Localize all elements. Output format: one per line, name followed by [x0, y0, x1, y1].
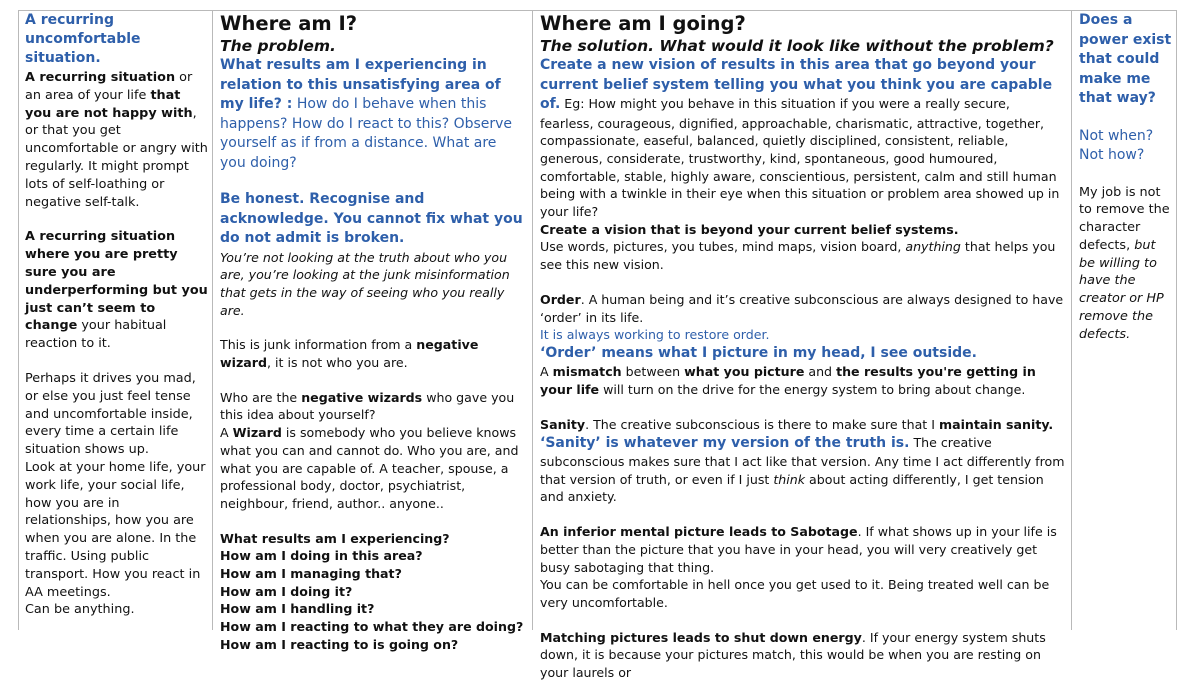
column-situation	[25, 11, 208, 619]
negative-wizard-text: This is junk information from a negative wizard, it is not who you are.	[220, 337, 479, 371]
question-7: How am I reacting to is going on?	[220, 636, 459, 652]
question-3: How am I managing that?	[220, 566, 402, 582]
situation-paragraph-5: Can be anything.	[25, 602, 135, 618]
mismatch-text: A mismatch between what you picture and the results you're getting in your life will turn on the drive for the energy system to bring about change.	[540, 364, 1036, 398]
question-4: How am I doing it?	[220, 583, 353, 599]
matching-pictures-text: Matching pictures leads to shut down energy. If your energy system shuts down, it is because your pictures match, this would be when you are resting on your laurels or	[540, 629, 1046, 681]
problem-subtitle: The problem.	[220, 37, 336, 55]
sanity-text: Sanity. The creative subconscious is there to make sure that I maintain sanity.	[540, 416, 1054, 432]
situation-heading: A recurring uncomfortable situation.	[25, 12, 141, 66]
my-job-text: My job is not to remove the character defects, but be willing to have the creator or HP remove the defects.	[1079, 184, 1170, 342]
column-where-am-i	[220, 11, 525, 654]
order-meaning-text: ‘Order’ means what I picture in my head, I see outside.	[540, 344, 977, 361]
table-border-right	[1176, 10, 1177, 630]
not-when-text: Not when?	[1079, 127, 1154, 144]
comfortable-in-hell-text: You can be comfortable in hell once you get used to it. Being treated well can be very uncomfortable.	[540, 577, 1050, 610]
table-divider-3	[1071, 10, 1072, 630]
column-where-am-i-going	[540, 11, 1066, 681]
restore-order-text: It is always working to restore order.	[540, 327, 770, 343]
who-are-wizards-text: Who are the negative wizards who gave you this idea about yourself?	[220, 389, 515, 423]
wizard-definition-text: A Wizard is somebody who you believe knows what you can and cannot do. Who you are, and what you are capable of. A teacher, spouse, a professional body, doctor, psychiatrist, neighbour, friend, author.. anyone..	[220, 425, 519, 511]
situation-paragraph-1: A recurring situation or an area of your life that you are not happy with, or that you get uncomfortable or angry with regularly. It might prompt lots of self-loathing or negative self-talk.	[25, 70, 208, 210]
be-honest-text: Be honest. Recognise and acknowledge. You cannot fix what you do not admit is broken.	[220, 191, 523, 246]
question-5: How am I handling it?	[220, 601, 375, 617]
where-am-i-going-title: Where am I going?	[540, 12, 746, 35]
junk-misinformation-text: You’re not looking at the truth about who you are, you’re looking at the junk misinformation that gets in the way of seeing who you really are.	[220, 249, 510, 318]
table-divider-1	[212, 10, 213, 630]
table-border-left	[18, 10, 19, 630]
situation-paragraph-3: Perhaps it drives you mad, or else you just feel tense and uncomfortable inside, every time a certain life situation shows up.	[25, 370, 196, 458]
column-power	[1079, 11, 1172, 344]
order-text: Order. A human being and it’s creative subconscious are always designed to have ‘order’ in its life.	[540, 291, 1064, 325]
situation-paragraph-4: Look at your home life, your work life, your social life, how you are in relationships, how you are when you are alone. In the traffic. Using public transport. How you react in AA meetings.	[25, 459, 206, 600]
solution-subtitle: The solution. What would it look like without the problem?	[540, 37, 1054, 55]
question-1: What results am I experiencing?	[220, 530, 450, 546]
question-6: How am I reacting to what they are doing?	[220, 619, 524, 635]
table-divider-2	[532, 10, 533, 630]
sabotage-text: An inferior mental picture leads to Sabotage. If what shows up in your life is better than the picture that you have in your head, you will very creatively get busy sabotaging that thing.	[540, 524, 1057, 575]
new-vision-text: Create a new vision of results in this area that go beyond your current belief system telling you what you think you are capable of. Eg: How might you behave in this situation if you were a really secure, fearless, courageous, dignified, approachable, charismatic, attractive, together, compassionate, easeful, balanced, quietly disciplined, consistent, reliable, generous, considerate, trustworthy, kind, spontaneous, good humoured, comfortable, stable, highly aware, conscientious, persistent, calm and still human being with a twinkle in their eye when this situation or problem area showed up in your life?	[540, 57, 1060, 220]
power-question: Does a power exist that could make me that way?	[1079, 12, 1172, 106]
sanity-version-text: ‘Sanity’ is whatever my version of the truth is. The creative subconscious makes sure that I act like that version. Any time I act differently from that version of truth, or even if I just think about acting differently, I get tension and anxiety.	[540, 434, 1065, 505]
situation-paragraph-2: A recurring situation where you are pretty sure you are underperforming but you just can’t seem to change your habitual reaction to it.	[25, 229, 208, 352]
question-2: How am I doing in this area?	[220, 548, 423, 564]
not-how-text: Not how?	[1079, 147, 1145, 163]
where-am-i-title: Where am I?	[220, 12, 358, 35]
create-vision-text: Create a vision that is beyond your current belief systems.	[540, 221, 959, 237]
use-words-text: Use words, pictures, you tubes, mind maps, vision board, anything that helps you see this new vision.	[540, 239, 1056, 273]
results-question: What results am I experiencing in relation to this unsatisfying area of my life? : How do I behave when this happens? How do I react to this? Observe yourself as if from a distance. What are you doing?	[220, 57, 513, 171]
